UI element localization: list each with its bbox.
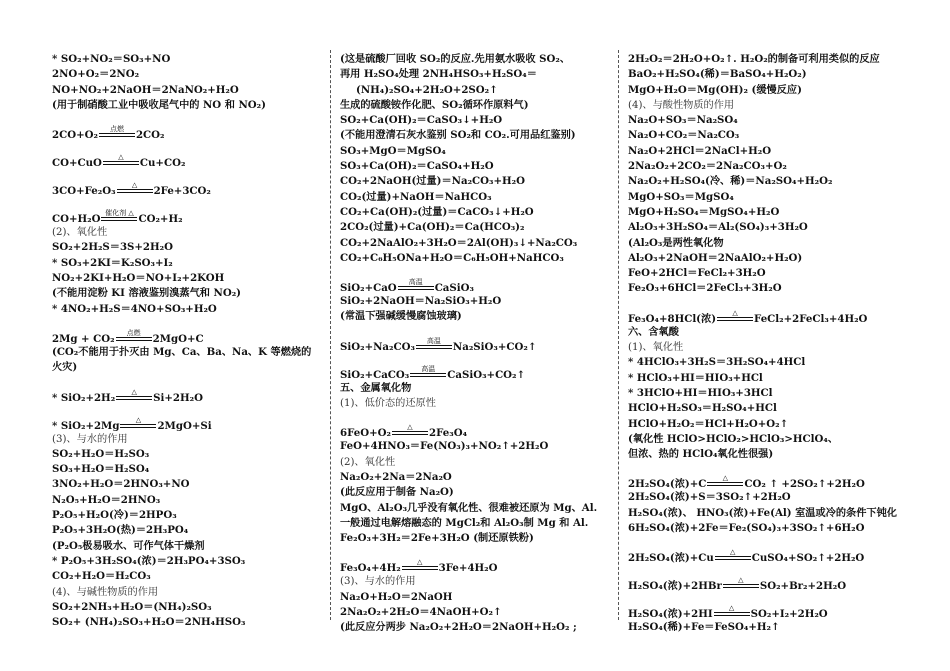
text-line: CO₂(过量)+NaOH＝NaHCO₃ [340,190,492,203]
condition-label: △ [730,548,736,557]
section-heading: (3)、与水的作用 [52,433,128,445]
reaction-condition [723,576,759,592]
reactants: 6FeO+O₂ [340,427,391,440]
reaction-condition [416,337,452,353]
text-line: P₂O₅+H₂O(冷)＝2HPO₃ [52,509,177,522]
text-line: CO₂+2NaOH(过量)＝Na₂CO₃+H₂O [340,175,526,188]
text-line: 但浓、热的 HClO₄氧化性很强) [628,448,774,461]
reaction-line [52,197,330,225]
products: SO₂+Br₂+2H₂O [759,580,847,593]
reactants: Fe₃O₄+8HCl(浓) [628,312,717,325]
text-line: 2H₂SO₄(浓)+S＝3SO₂↑+2H₂O [628,491,791,504]
text-line: SO₃+Ca(OH)₂＝CaSO₄+H₂O [340,160,494,173]
condition-label: △ [131,387,137,396]
text-line: 2CO₂(过量)+Ca(OH)₂＝Ca(HCO₃)₂ [340,221,525,234]
text-line: NO+NO₂+2NaOH＝2NaNO₂+H₂O [52,83,239,96]
reaction-line [52,317,330,345]
text-line: FeO+2HCl＝FeCl₂+3H₂O [628,267,766,280]
text-line: CO₂+Ca(OH)₂(过量)＝CaCO₃↓+H₂O [340,205,534,218]
text-line: (用于制硝酸工业中吸收尾气中的 NO 和 NO₂) [52,98,266,111]
products: 2MgO+Si [157,419,212,432]
text-line: HClO+H₂SO₃＝H₂SO₄+HCl [628,402,777,415]
text-line: * SO₂+NO₂＝SO₃+NO [52,53,171,65]
text-line: MgO+H₂SO₄＝MgSO₄+H₂O [628,205,780,218]
section-heading: (1)、低价态的还原性 [340,398,436,410]
text-line: FeO+4HNO₃＝Fe(NO₃)₃+NO₂↑+2H₂O [340,440,549,453]
condition-label: △ [118,153,124,162]
condition-label: △ [732,308,738,317]
column-divider-1 [330,50,331,620]
text-line: SiO₂+2NaOH＝Na₂SiO₃+H₂O [340,295,502,308]
products: 2Fe₃O₄ [429,427,468,440]
text-line: 2Na₂O₂+2CO₂＝2Na₂CO₃+O₂ [628,160,787,173]
text-line: * SO₃+2KI＝K₂SO₃+I₂ [52,256,173,269]
reaction-condition [707,474,743,490]
text-line: (此反应用于制备 Na₂O) [340,486,454,499]
reactants: 2Mg + CO₂ [52,332,115,345]
text-line: SO₂+Ca(OH)₂＝CaSO₃↓+H₂O [340,114,503,127]
equals-sign [717,317,753,321]
condition-label: 高温 [408,278,423,287]
condition-label: △ [416,558,423,567]
text-line: (常温下强碱缓慢腐蚀玻璃) [340,310,462,323]
reactants: Fe₃O₄+4H₂ [340,562,401,575]
products: Na₂SiO₃+CO₂↑ [452,340,537,353]
reaction-line [628,536,906,564]
reaction-condition [120,416,156,432]
products: CO₂ ↑ +2SO₂↑+2H₂O [744,478,865,491]
text-line: NO₂+2KI+H₂O＝NO+I₂+2KOH [52,272,225,285]
condition-label: △ [407,423,413,432]
condition-label: △ [738,576,744,585]
text-line: SO₃+MgO＝MgSO₄ [340,144,446,157]
equals-sign [416,345,452,349]
text-line: * 3HClO+HI＝HIO₃+3HCl [628,386,773,399]
equals-sign [117,189,153,193]
products: Si+2H₂O [153,391,203,404]
text-line: H₂SO₄(稀)+Fe＝FeSO₄+H₂↑ [628,621,780,634]
condition-label: △ [131,181,138,190]
products: FeCl₂+2FeCl₃+4H₂O [754,312,868,325]
products: CO₂+H₂ [138,213,183,226]
equals-sign [714,612,750,616]
reaction-line [340,546,618,574]
products: 2CO₂ [135,129,165,142]
reactants: 2H₂SO₄(浓)+Cu [628,552,714,565]
section-heading: (2)、氧化性 [52,227,108,239]
condition-label: △ [135,415,142,424]
text-line: * P₂O₅+3H₂SO₄(浓)＝2H₃PO₄+3SO₃ [52,554,246,567]
section-heading: (4)、与酸性物质的作用 [628,99,735,111]
condition-label: 高温 [421,364,436,373]
products: 2Fe+3CO₂ [153,185,211,198]
reactants: 3CO+Fe₂O₃ [52,185,116,198]
text-line: MgO+H₂O＝Mg(OH)₂ (缓慢反应) [628,83,802,96]
text-line: 六、含氧酸 [628,325,679,338]
reactants: SiO₂+CaCO₃ [340,368,410,381]
products: 2MgO+C [152,332,204,345]
reaction-condition [715,548,751,564]
text-line: CO₂+2NaAlO₂+3H₂O＝2Al(OH)₃↓+Na₂CO₃ [340,236,578,249]
condition-label: 点燃 [126,328,141,337]
condition-label: 催化剂 △ [105,209,134,218]
reactants: 2H₂SO₄(浓)+C [628,478,707,491]
reaction-line [340,266,618,294]
text-line: 生成的硫酸铵作化肥、SO₂循环作原料气) [340,98,529,111]
reaction-line [628,462,906,490]
text-line: (P₂O₅极易吸水、可作气体干燥剂 [52,539,205,552]
reaction-line [340,325,618,353]
reactants: CO+CuO [52,157,102,170]
equals-sign [402,566,438,570]
text-line: (此反应分两步 Na₂O₂+2H₂O＝2NaOH+H₂O₂ ; [340,621,577,634]
condition-label: △ [728,604,735,613]
reaction-line [628,297,906,325]
text-line: Na₂O₂+H₂SO₄(冷、稀)＝Na₂SO₄+H₂O₂ [628,175,833,188]
reaction-condition [714,604,750,620]
equals-sign [101,217,137,221]
reactants: CO+H₂O [52,213,101,226]
reaction-condition [101,209,137,225]
reaction-line [52,113,330,141]
reaction-line [628,564,906,592]
reactants: * SiO₂+2Mg [52,419,120,432]
equals-sign [99,133,135,137]
reaction-condition [117,181,153,197]
products: CuSO₄+SO₂↑+2H₂O [751,552,865,565]
text-line: (不能用澄清石灰水鉴别 SO₂和 CO₂.可用品红鉴别) [340,129,576,142]
equals-sign [398,286,434,290]
text-line: MgO+SO₃＝MgSO₄ [628,190,734,203]
reaction-condition [116,329,152,345]
text-line: BaO₂+H₂SO₄(稀)＝BaSO₄+H₂O₂) [628,68,807,81]
text-line: P₂O₅+3H₂O(热)＝2H₃PO₄ [52,524,189,537]
text-line: Fe₂O₃+3H₂＝2Fe+3H₂O (制还原铁粉) [340,532,534,545]
reaction-condition [717,309,753,325]
text-line: (这是硫酸厂回收 SO₂的反应.先用氨水吸收 SO₂、 [340,53,571,65]
text-line: Na₂O+H₂O＝2NaOH [340,590,453,603]
text-line: SO₃+H₂O＝H₂SO₄ [52,463,150,476]
column-divider-2 [618,50,619,620]
text-line: N₂O₅+H₂O＝2HNO₃ [52,493,161,506]
text-line: CO₂+C₆H₅ONa+H₂O＝C₆H₅OH+NaHCO₃ [340,251,564,264]
text-line: 一般通过电解熔融态的 MgCl₂和 Al₂O₃制 Mg 和 Al. [340,516,589,529]
text-line: Na₂O+2HCl＝2NaCl+H₂O [628,144,772,157]
reactants: H₂SO₄(浓)+2HBr [628,580,722,593]
text-line: 再用 H₂SO₄处理 2NH₄HSO₃+H₂SO₄＝ [340,68,537,81]
text-line: SO₂+2NH₃+H₂O＝(NH₄)₂SO₃ [52,600,212,613]
section-heading: (2)、氧化性 [340,456,396,468]
reactants: H₂SO₄(浓)+2HI [628,608,713,621]
equals-sign [116,337,152,341]
reactants: SiO₂+CaO [340,282,397,295]
condition-label: 高温 [426,336,441,345]
text-line: 2Na₂O₂+2H₂O＝4NaOH+O₂↑ [340,606,502,619]
condition-label: △ [722,474,729,483]
text-line: 2H₂O₂＝2H₂O+O₂↑. H₂O₂的制备可利用类似的反应 [628,53,880,65]
equals-sign [715,556,751,560]
reaction-condition [402,558,438,574]
text-line: HClO+H₂O₂＝HCl+H₂O+O₂↑ [628,417,789,430]
text-line: Na₂O+SO₃＝Na₂SO₄ [628,114,738,127]
equals-sign [116,396,152,400]
text-line: Na₂O+CO₂＝Na₂CO₃ [628,129,740,142]
text-line: Al₂O₃+3H₂SO₄＝Al₂(SO₄)₃+3H₂O [628,221,808,234]
column-2 [340,52,618,636]
reaction-line [340,411,618,439]
text-line: 2NO+O₂＝2NO₂ [52,68,140,81]
equals-sign [410,373,446,377]
equals-sign [723,584,759,588]
reaction-condition [398,278,434,294]
reactants: * SiO₂+2H₂ [52,391,116,404]
text-line: 3NO₂+H₂O＝2HNO₃+NO [52,478,190,491]
products: Cu+CO₂ [139,157,186,170]
reaction-condition [116,388,152,404]
text-line: Fe₂O₃+6HCl＝2FeCl₃+3H₂O [628,282,782,295]
reaction-condition [410,365,446,381]
reaction-line [52,404,330,432]
section-heading: (1)、氧化性 [628,342,684,354]
text-line: * HClO₃+HI＝HIO₃+HCl [628,371,763,384]
text-line: 6H₂SO₄(浓)+2Fe＝Fe₂(SO₄)₃+3SO₂↑+6H₂O [628,522,865,535]
text-line: SO₂+ (NH₄)₂SO₃+H₂O＝2NH₄HSO₃ [52,616,246,629]
text-line: (Al₂O₃是两性氧化物 [628,236,724,249]
reaction-line [52,169,330,197]
reaction-line [340,353,618,381]
reaction-condition [99,125,135,141]
equals-sign [707,482,743,486]
products: CaSiO₃ [434,282,474,295]
products: CaSiO₃+CO₂↑ [447,368,526,381]
reaction-line [628,592,906,620]
text-line: SO₂+H₂O＝H₂SO₃ [52,447,150,460]
text-line: H₂SO₄(浓)、 HNO₃(浓)+Fe(Al) 室温或冷的条件下钝化 [628,506,897,519]
reactants: 2CO+O₂ [52,129,98,142]
text-line: 五、金属氧化物 [340,381,412,394]
text-line: (CO₂不能用于扑灭由 Mg、Ca、Ba、Na、K 等燃烧的 [52,345,312,358]
section-heading: (3)、与水的作用 [340,576,416,588]
column-3 [628,52,906,636]
text-line: Al₂O₃+2NaOH＝2NaAlO₂+H₂O) [628,251,803,264]
text-line: * 4HClO₃+3H₂S＝3H₂SO₄+4HCl [628,356,806,369]
text-line: CO₂+H₂O＝H₂CO₃ [52,570,151,583]
reaction-line [52,141,330,169]
text-line: SO₂+2H₂S＝3S+2H₂O [52,241,173,254]
equals-sign [103,161,139,165]
reaction-condition [103,153,139,169]
reaction-condition [392,423,428,439]
reaction-line [52,376,330,404]
text-line: (不能用淀粉 KI 溶液鉴别溴蒸气和 NO₂) [52,287,241,300]
text-line: (氧化性 HClO>HClO₂>HClO₃>HClO₄、 [628,432,839,445]
products: SO₂+I₂+2H₂O [750,608,828,621]
products: 3Fe+4H₂O [438,562,498,575]
text-line: (NH₄)₂SO₄+2H₂O+2SO₂↑ [356,83,498,96]
equals-sign [120,424,156,428]
column-1 [52,52,330,630]
text-line: 火灾) [52,361,78,374]
condition-label: 点燃 [109,125,124,134]
text-line: * 4NO₂+H₂S＝4NO+SO₃+H₂O [52,302,217,315]
section-heading: (4)、与碱性物质的作用 [52,586,159,598]
equals-sign [392,431,428,435]
text-line: Na₂O₂+2Na＝2Na₂O [340,470,452,483]
text-line: MgO、Al₂O₃几乎没有氧化性、很难被还原为 Mg、Al. [340,501,598,514]
reactants: SiO₂+Na₂CO₃ [340,340,415,353]
